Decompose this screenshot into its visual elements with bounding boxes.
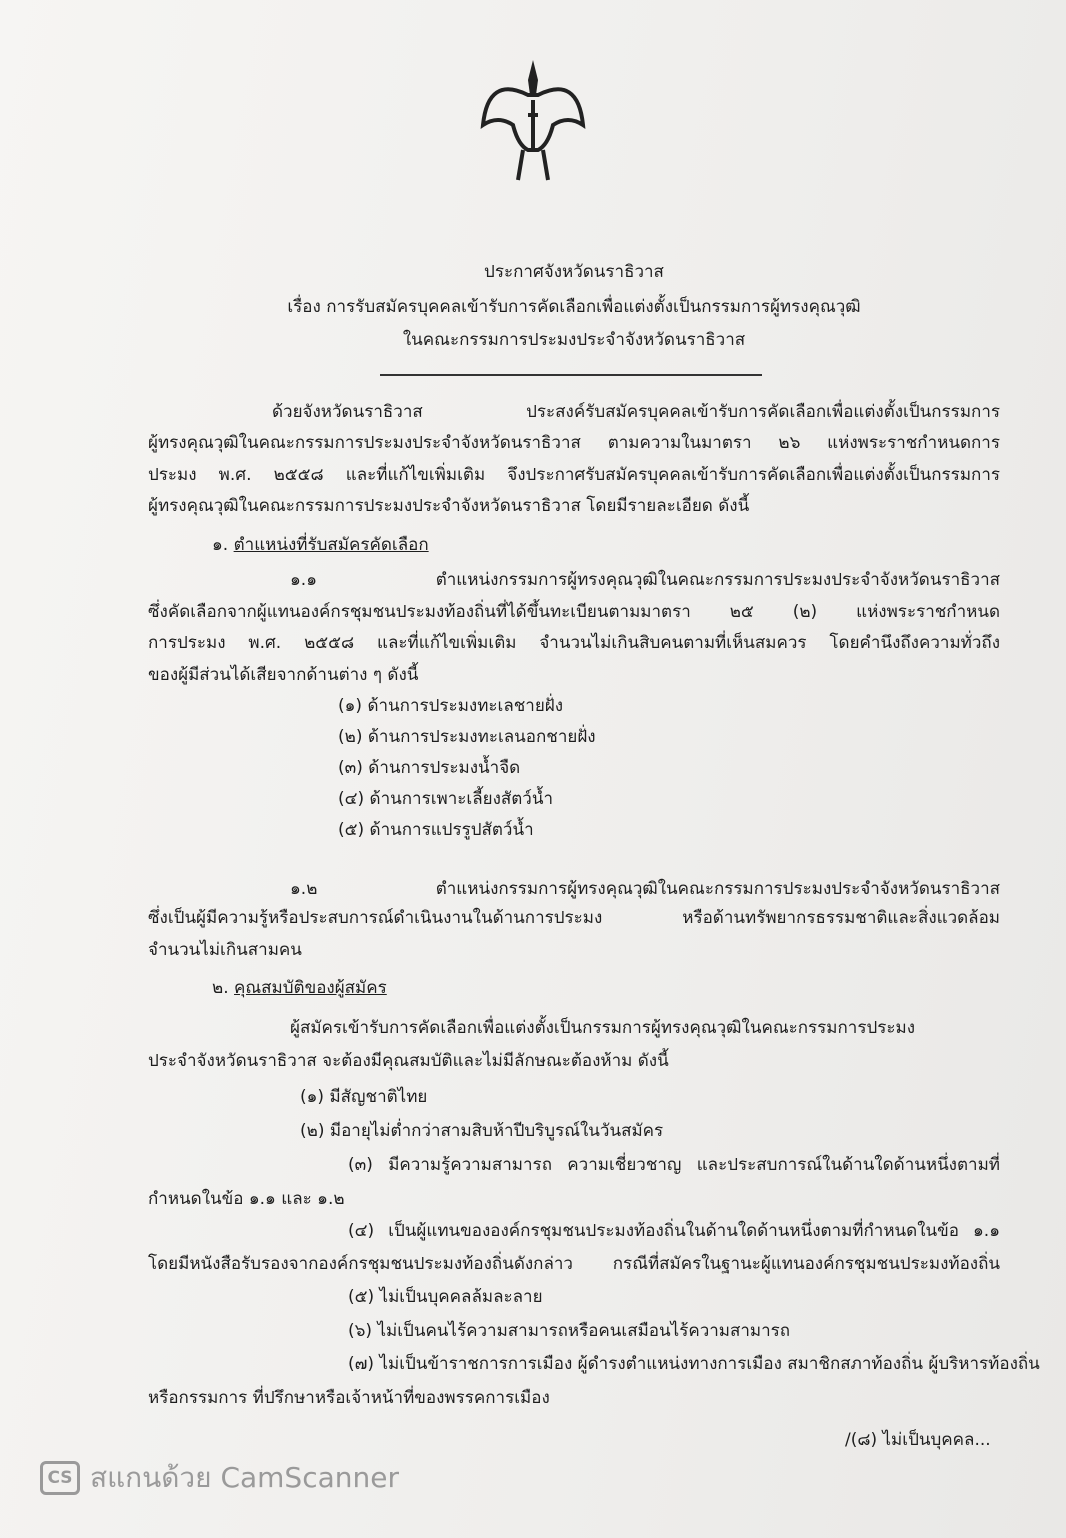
clause-line: ๑.๑ ตำแหน่งกรรมการผู้ทรงคุณวุฒิในคณะกรรมการประมงประจำจังหวัดนราธิวาส: [290, 570, 1000, 590]
clause-line: ของผู้มีส่วนได้เสียจากด้านต่าง ๆ ดังนี้: [148, 665, 419, 685]
list-item: (๔) ด้านการเพาะเลี้ยงสัตว์น้ำ: [338, 789, 554, 809]
intro-line: ผู้ทรงคุณวุฒิในคณะกรรมการประมงประจำจังหวัดนราธิวาส ตามความในมาตรา ๒๖ แห่งพระราชกำหนดการ: [148, 433, 1000, 453]
intro-line: ประมง พ.ศ. ๒๕๕๘ และที่แก้ไขเพิ่มเติม จึงประกาศรับสมัครบุคคลเข้ารับการคัดเลือกเพื่อแต่งตั้งเป็นกรรมการ: [148, 465, 1000, 485]
list-item: (๗) ไม่เป็นข้าราชการการเมือง ผู้ดำรงตำแหน่งทางการเมือง สมาชิกสภาท้องถิ่น ผู้บริหารท้องถิ่น: [348, 1354, 1040, 1374]
list-item: (๕) ด้านการแปรรูปสัตว์น้ำ: [338, 820, 534, 840]
section-number: ๑.: [212, 535, 229, 555]
section-number: ๒.: [212, 978, 229, 998]
list-item: (๕) ไม่เป็นบุคคลล้มละลาย: [348, 1287, 543, 1307]
intro-line: ด้วยจังหวัดนราธิวาส ประสงค์รับสมัครบุคคลเข้ารับการคัดเลือกเพื่อแต่งตั้งเป็นกรรมการ: [272, 402, 1000, 422]
title-divider: [380, 374, 762, 376]
subject-line: เรื่อง การรับสมัครบุคคลเข้ารับการคัดเลือกเพื่อแต่งตั้งเป็นกรรมการผู้ทรงคุณวุฒิ: [287, 297, 861, 317]
list-item: (๓) ด้านการประมงน้ำจืด: [338, 758, 521, 778]
watermark-text: สแกนด้วย CamScanner: [90, 1461, 399, 1494]
list-item: (๒) มีอายุไม่ต่ำกว่าสามสิบห้าปีบริบูรณ์ในวันสมัคร: [300, 1121, 664, 1141]
list-item: (๒) ด้านการประมงทะเลนอกชายฝั่ง: [338, 727, 596, 747]
clause-line: ผู้สมัครเข้ารับการคัดเลือกเพื่อแต่งตั้งเป็นกรรมการผู้ทรงคุณวุฒิในคณะกรรมการประมง: [290, 1018, 916, 1038]
camscanner-watermark: [40, 1456, 399, 1500]
clause-line: จำนวนไม่เกินสามคน: [148, 940, 302, 960]
section-2-heading: [212, 977, 387, 999]
list-item: (๖) ไม่เป็นคนไร้ความสามารถหรือคนเสมือนไร้ความสามารถ: [348, 1321, 791, 1341]
intro-line: ผู้ทรงคุณวุฒิในคณะกรรมการประมงประจำจังหวัดนราธิวาส โดยมีรายละเอียด ดังนี้: [148, 496, 750, 516]
list-item: (๑) มีสัญชาติไทย: [300, 1087, 428, 1107]
clause-line: ซึ่งคัดเลือกจากผู้แทนองค์กรชุมชนประมงท้องถิ่นที่ได้ขึ้นทะเบียนตามมาตรา ๒๕ (๒) แห่งพระราชกำหนด: [148, 602, 1000, 622]
list-item: (๔) เป็นผู้แทนขององค์กรชุมชนประมงท้องถิ่นในด้านใดด้านหนึ่งตามที่กำหนดในข้อ ๑.๑: [348, 1221, 1000, 1241]
clause-line: ประจำจังหวัดนราธิวาส จะต้องมีคุณสมบัติและไม่มีลักษณะต้องห้าม ดังนี้: [148, 1051, 669, 1071]
section-title: คุณสมบัติของผู้สมัคร: [234, 978, 387, 998]
list-item-cont: หรือกรรมการ ที่ปรึกษาหรือเจ้าหน้าที่ของพรรคการเมือง: [148, 1388, 550, 1408]
section-1-heading: [212, 534, 429, 556]
list-item: (๑) ด้านการประมงทะเลชายฝั่ง: [338, 696, 564, 716]
announcement-title: ประกาศจังหวัดนราธิวาส: [484, 262, 664, 282]
continuation-note: /(๘) ไม่เป็นบุคคล...: [845, 1430, 991, 1450]
garuda-emblem-icon: [478, 55, 588, 185]
list-item-cont: กำหนดในข้อ ๑.๑ และ ๑.๒: [148, 1189, 345, 1209]
subject-line-2: ในคณะกรรมการประมงประจำจังหวัดนราธิวาส: [402, 330, 746, 350]
clause-line: ซึ่งเป็นผู้มีความรู้หรือประสบการณ์ดำเนินงานในด้านการประมง หรือด้านทรัพยากรธรรมชาติและสิ่งแวดล้อม: [148, 908, 1000, 928]
section-title: ตำแหน่งที่รับสมัครคัดเลือก: [233, 535, 429, 555]
camscanner-logo-icon: CS: [40, 1461, 80, 1495]
list-item: (๓) มีความรู้ความสามารถ ความเชี่ยวชาญ และประสบการณ์ในด้านใดด้านหนึ่งตามที่: [348, 1155, 1000, 1175]
list-item-cont: โดยมีหนังสือรับรองจากองค์กรชุมชนประมงท้องถิ่นดังกล่าว กรณีที่สมัครในฐานะผู้แทนองค์กรชุมชนประมงท้องถิ่น: [148, 1254, 1000, 1274]
clause-line: การประมง พ.ศ. ๒๕๕๘ และที่แก้ไขเพิ่มเติม จำนวนไม่เกินสิบคนตามที่เห็นสมควร โดยคำนึงถึงความทั่วถึง: [148, 633, 1000, 653]
clause-line: ๑.๒ ตำแหน่งกรรมการผู้ทรงคุณวุฒิในคณะกรรมการประมงประจำจังหวัดนราธิวาส: [290, 879, 1000, 899]
